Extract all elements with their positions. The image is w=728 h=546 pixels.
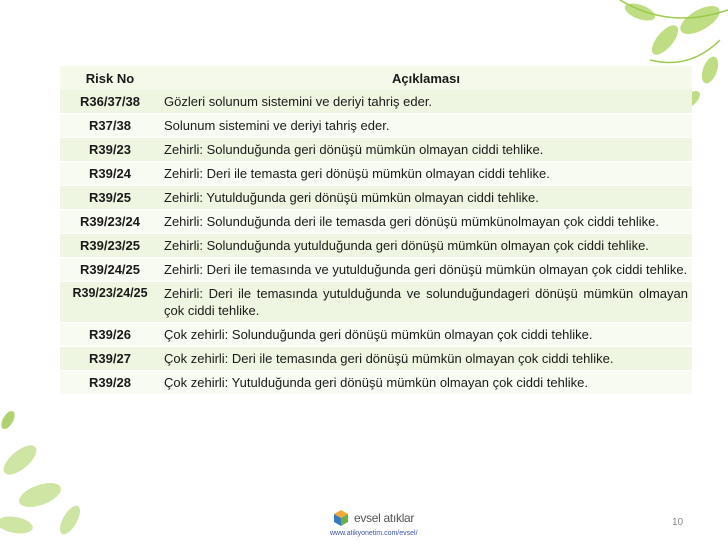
logo-text: evsel atıklar: [354, 511, 415, 525]
risk-code: R39/23/25: [60, 234, 160, 258]
risk-table: [60, 66, 692, 395]
risk-description: Zehirli: Solunduğunda yutulduğunda geri dönüşü mümkün olmayan çok ciddi tehlike.: [160, 234, 692, 258]
table-row: [60, 90, 692, 114]
risk-code: R39/25: [60, 186, 160, 210]
table-row: [60, 347, 692, 371]
risk-code: R39/23/24/25: [60, 282, 160, 323]
header-risk-no: Risk No: [60, 66, 160, 90]
risk-code: R39/26: [60, 323, 160, 347]
risk-code: R39/24/25: [60, 258, 160, 282]
risk-description: Çok zehirli: Yutulduğunda geri dönüşü mümkün olmayan çok ciddi tehlike.: [160, 371, 692, 395]
table-row: [60, 258, 692, 282]
risk-description: Çok zehirli: Deri ile temasında geri dönüşü mümkün olmayan çok ciddi tehlike.: [160, 347, 692, 371]
table-row: [60, 371, 692, 395]
table-row: [60, 210, 692, 234]
table-row: [60, 138, 692, 162]
table-row: [60, 234, 692, 258]
risk-description: Solunum sistemini ve deriyi tahriş eder.: [160, 114, 692, 138]
risk-description: Gözleri solunum sistemini ve deriyi tahriş eder.: [160, 90, 692, 114]
table-row: [60, 186, 692, 210]
risk-table-container: [60, 66, 692, 395]
footer-logo: [332, 508, 414, 528]
page-number: 10: [672, 517, 684, 528]
risk-description: Çok zehirli: Solunduğunda geri dönüşü mümkün olmayan çok ciddi tehlike.: [160, 323, 692, 347]
table-row: [60, 282, 692, 323]
risk-code: R39/28: [60, 371, 160, 395]
risk-code: R39/24: [60, 162, 160, 186]
risk-code: R37/38: [60, 114, 160, 138]
table-row: [60, 162, 692, 186]
risk-code: R39/23/24: [60, 210, 160, 234]
table-row: [60, 114, 692, 138]
cube-logo-icon: [332, 509, 350, 527]
risk-description: Zehirli: Deri ile temasında ve yutulduğunda geri dönüşü mümkün olmayan çok ciddi tehlike.: [160, 258, 692, 282]
risk-description: Zehirli: Solunduğunda deri ile temasda geri dönüşü mümkünolmayan çok ciddi tehlike.: [160, 210, 692, 234]
risk-description: Zehirli: Yutulduğunda geri dönüşü mümkün olmayan ciddi tehlike.: [160, 186, 692, 210]
risk-description: Zehirli: Deri ile temasta geri dönüşü mümkün olmayan ciddi tehlike.: [160, 162, 692, 186]
table-row: [60, 323, 692, 347]
risk-description: Zehirli: Solunduğunda geri dönüşü mümkün olmayan ciddi tehlike.: [160, 138, 692, 162]
risk-description: Zehirli: Deri ile temasında yutulduğunda ve solunduğundageri dönüşü mümkün olmayan çok ciddi tehlike.: [160, 282, 692, 323]
risk-code: R39/27: [60, 347, 160, 371]
footer-url: www.atikyonetim.com/evsel/: [330, 530, 418, 537]
risk-code: R36/37/38: [60, 90, 160, 114]
header-description: Açıklaması: [160, 66, 692, 90]
risk-code: R39/23: [60, 138, 160, 162]
